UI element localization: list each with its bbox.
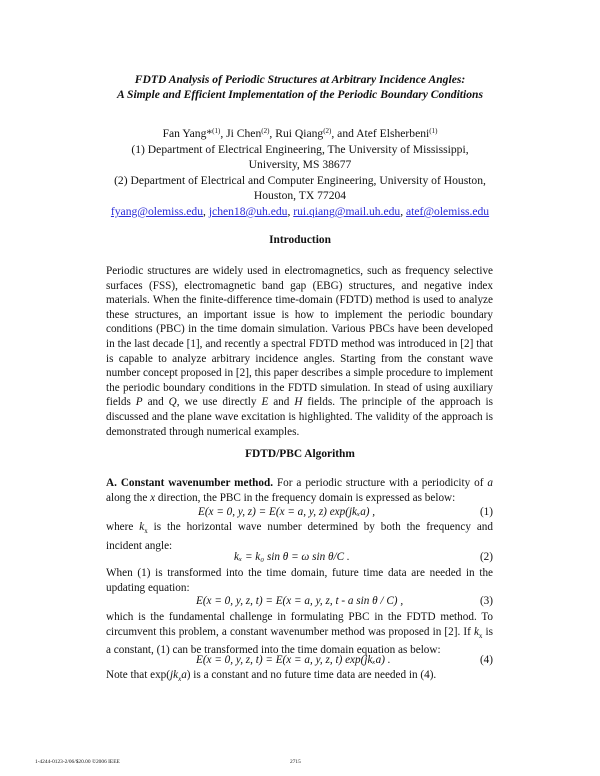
intro-text-and-2: and xyxy=(268,396,295,409)
var-a: a xyxy=(487,477,493,489)
after-eq1-text-1: where xyxy=(106,521,140,533)
section-a-text-3: direction, the PBC in the frequency domain is expressed as below: xyxy=(155,491,456,504)
title-line-2: A Simple and Efficient Implementation of the Periodic Boundary Conditions xyxy=(117,88,483,101)
author-1: Fan Yang* xyxy=(162,127,213,140)
intro-text-and-1: and xyxy=(142,396,169,409)
section-a-text-2: along the xyxy=(106,491,151,504)
author-block xyxy=(0,124,600,220)
email-line xyxy=(0,204,600,220)
introduction-paragraph xyxy=(106,264,493,439)
affiliation-1-line-2: University, MS 38677 xyxy=(248,158,352,172)
intro-text-1: Periodic structures are widely used in electromagnetics, such as frequency selective surfaces (FSS), electromagnetic band gap (EBG) structures, and negative index materials. When the finite-difference time-domain (FDTD) method is used to analyze these structures, an important issue is how to implement the periodic boundary conditions (PBC) in the time domain simulation. Various PBCs have been developed in the last decade [1], and recently a spectral FDTD method was introduced in [2] that is capable to analyze arbitrary incidence angles. Starting from the constant wave number concept proposed in [2], this paper describes a simple procedure to implement the periodic boundary conditions in the FDTD simulation. In stead of using auxiliary fields xyxy=(106,265,493,409)
after-eq3-paragraph xyxy=(106,610,493,658)
author-names xyxy=(0,124,600,142)
equation-1-number: (1) xyxy=(479,506,493,518)
intro-var-h: H xyxy=(294,396,303,409)
var-kx: k xyxy=(473,625,479,638)
var-x: x xyxy=(150,491,156,504)
var-kx-subscript: x xyxy=(478,631,483,640)
after-eq3-text-1: which is the fundamental challenge in formulating PBC in the FDTD method. To circumvent this problem, a constant wavenumber method was proposed in [2]. If xyxy=(106,611,493,638)
author-separator: , xyxy=(220,127,227,140)
equation-4-formula: E(x = 0, y, z, t) = E(x = a, y, z, t) exp(jkₓa) . xyxy=(196,654,391,666)
author-separator: , xyxy=(269,127,276,140)
after-eq1-text-2: is the horizontal wave number determined by both the frequency and incident angle: xyxy=(106,521,493,552)
affiliation-1-line-1: (1) Department of Electrical Engineering, The University of Mississippi, xyxy=(131,142,469,156)
equation-4-number: (4) xyxy=(479,654,493,666)
email-link-atef[interactable]: atef@olemiss.edu xyxy=(405,204,490,218)
footer-copyright: 1-4244-0123-2/06/$20.00 ©2006 IEEE xyxy=(35,759,120,765)
affiliation-2-line-1: (2) Department of Electrical and Computer Engineering, University of Houston, xyxy=(114,173,486,187)
paper-title xyxy=(0,72,600,102)
email-link-fyang[interactable]: fyang@olemiss.edu xyxy=(110,204,204,218)
author-4: Atef Elsherbeni xyxy=(356,127,430,140)
equation-3-formula: E(x = 0, y, z, t) = E(x = a, y, z, t - a sin θ / C) , xyxy=(196,595,404,607)
equation-3-number: (3) xyxy=(479,595,493,607)
email-separator: , xyxy=(203,204,209,218)
after-eq1-paragraph xyxy=(106,520,493,553)
author-3-affil: (2) xyxy=(323,127,332,135)
equation-2-formula: kₓ = k₀ sin θ = ω sin θ/C . xyxy=(234,551,350,563)
after-eq2-paragraph: When (1) is transformed into the time domain, future time data are needed in the updating equation: xyxy=(106,567,493,594)
var-jk: jk xyxy=(170,669,179,681)
section-a-text-1: For a periodic structure with a periodicity of xyxy=(273,477,488,489)
introduction-heading: Introduction xyxy=(269,234,331,246)
after-eq3-text-2: is a constant, (1) can be transformed into the time domain equation as below: xyxy=(106,625,493,657)
footer-page-number: 2715 xyxy=(290,759,301,765)
equation-1-formula: E(x = 0, y, z) = E(x = a, y, z) exp(jkₓa) , xyxy=(198,506,376,518)
author-2-affil: (2) xyxy=(261,127,270,135)
email-link-jchen[interactable]: jchen18@uh.edu xyxy=(208,204,288,218)
author-2: Ji Chen xyxy=(226,127,262,140)
section-a-title: A. Constant wavenumber method. xyxy=(106,477,273,489)
after-eq4-paragraph xyxy=(106,668,493,687)
title-line-1: FDTD Analysis of Periodic Structures at Arbitrary Incidence Angles: xyxy=(134,73,466,86)
email-separator: , xyxy=(287,204,294,218)
intro-text-2: , we use directly xyxy=(176,396,262,409)
intro-var-p: P xyxy=(135,396,143,409)
after-eq4-text-2: ) is a constant and no future time data are needed in (4). xyxy=(186,669,437,681)
author-1-affil: (1) xyxy=(212,127,221,135)
intro-text-3: fields. The principle of the approach is discussed and the plane wave excitation is highlighted. The validity of the approach is demonstrated through numerical examples. xyxy=(106,396,493,438)
intro-var-q: Q xyxy=(168,396,177,409)
algorithm-heading: FDTD/PBC Algorithm xyxy=(245,448,355,460)
affiliation-2-line-2: Houston, TX 77204 xyxy=(253,189,347,203)
email-separator: , xyxy=(400,204,406,218)
after-eq4-text-1: Note that exp( xyxy=(106,669,170,681)
var-jk-a: a xyxy=(181,669,187,681)
email-link-rqiang[interactable]: rui.qiang@mail.uh.edu xyxy=(293,204,401,218)
author-separator-and: , and xyxy=(331,127,357,140)
var-jk-subscript: x xyxy=(178,675,182,684)
intro-var-e: E xyxy=(261,396,269,409)
var-kx: k xyxy=(139,521,145,533)
var-kx-subscript: x xyxy=(144,527,148,536)
section-a-paragraph xyxy=(106,476,493,505)
author-3: Rui Qiang xyxy=(275,127,324,140)
equation-2-number: (2) xyxy=(479,551,493,563)
author-4-affil: (1) xyxy=(429,127,438,135)
